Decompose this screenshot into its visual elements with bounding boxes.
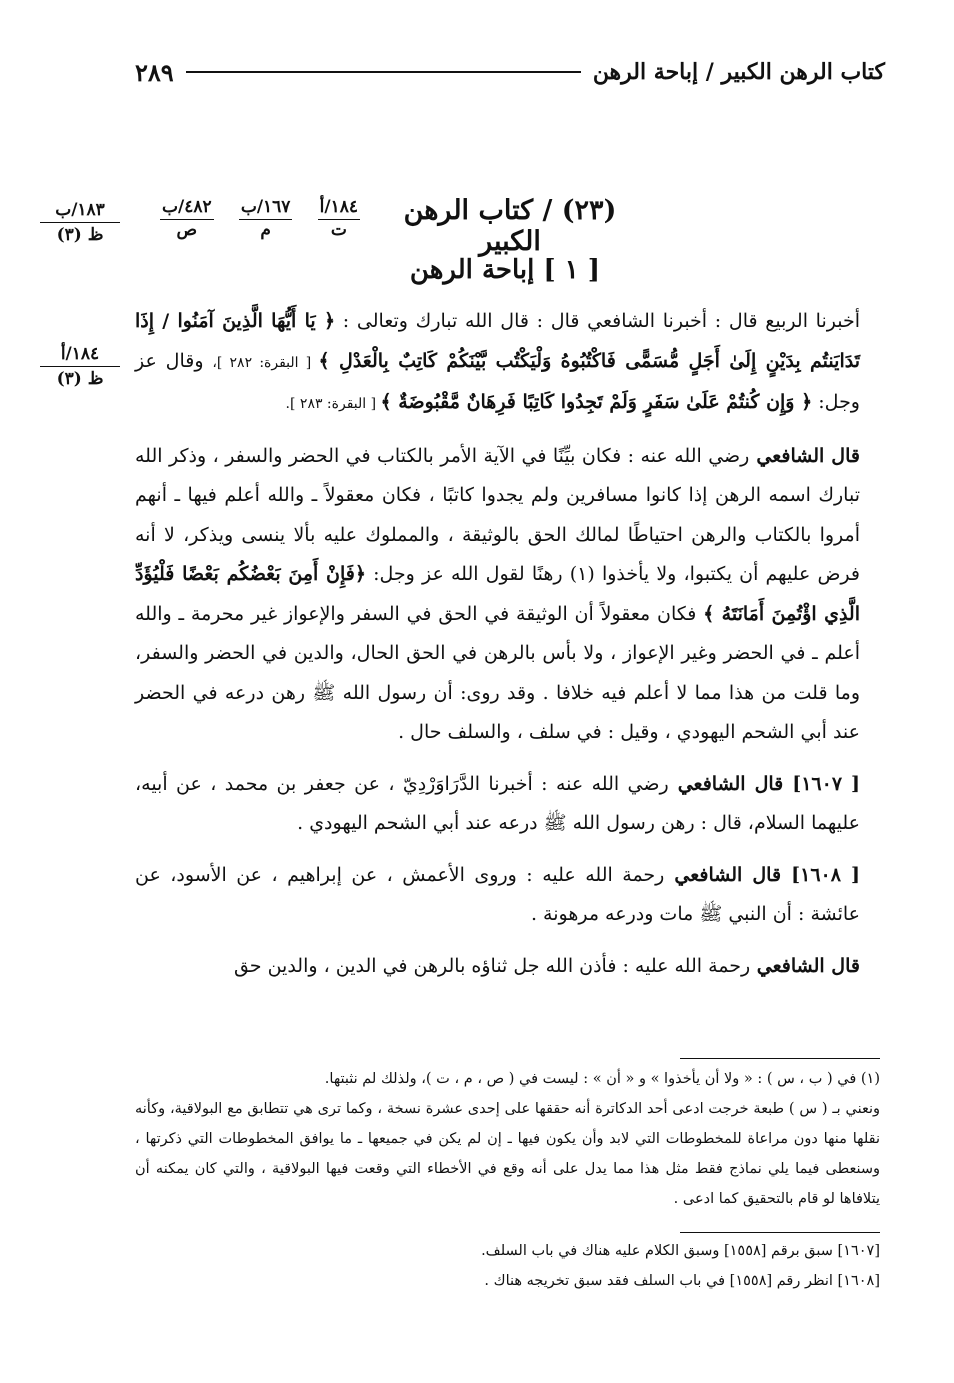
footnote-1: (١) في ( ب ، س ) : « ولا أن يأخذوا » و « أن » : ليست في ( ص ، م ، ت )، ولذلك لم نثبتها. bbox=[324, 1071, 880, 1087]
ref-m-folio: ١٦٧/ب bbox=[239, 197, 293, 220]
text-run: فكان معقولاً أن الوثيقة في الحق في السفر والإعواز غير محرمة ـ والله أعلم ـ في الحضر وغير الإعواز ، ولا بأس بالرهن في الحق الحال، والدين في الحضر والسفر، وما قلت من هذا مما لا أعلم فيه خلافا . وقد روى: أن رسول الله ﷺ رهن درعه في الحضر عند أبي الشحم اليهودي ، وقيل : في سلف ، والسلف حال . bbox=[135, 602, 860, 743]
ref-s bbox=[160, 197, 214, 240]
margin-note-siglum: ظ (٣) bbox=[56, 225, 104, 245]
text-run: رحمة الله عليه : وروى الأعمش ، عن إبراهيم ، عن الأسود، عن عائشة : أن النبي ﷺ مات ودرعه مرهونة . bbox=[135, 863, 860, 925]
ref-t-folio: ١٨٤/أ bbox=[318, 197, 360, 220]
footnote-1608: [١٦٠٨] انظر رقم [١٥٥٨] في باب السلف فقد سبق تخريجه هناك . bbox=[484, 1273, 880, 1289]
quran-verse: ﴿فَإِنْ أَمِنَ بَعْضُكُم بَعْضًا فَلْيُؤَدِّ الَّذِي اؤْتُمِنَ أَمَانَتَهُ ﴾ bbox=[135, 563, 861, 625]
book-title: (٢٣) / كتاب الرهن الكبير bbox=[403, 195, 617, 257]
paragraph-1 bbox=[135, 302, 860, 425]
text-run: أخبرنا الربيع قال : أخبرنا الشافعي قال : قال الله تبارك وتعالى : bbox=[335, 310, 860, 332]
text-run: رحمة الله عليه : فأذن الله جل ثناؤه بالرهن في الدين ، والدين حق bbox=[233, 954, 751, 977]
hadith-number: [ ١٦٠٨] قال الشافعي bbox=[664, 863, 861, 886]
paragraph-5 bbox=[135, 947, 860, 987]
footnote-rule bbox=[680, 1058, 880, 1059]
hadith-number: [ ١٦٠٧] قال الشافعي bbox=[668, 772, 861, 795]
margin-note-siglum: ظ (٣) bbox=[56, 369, 104, 389]
section-title: [ ١ ] إباحة الرهن bbox=[409, 255, 601, 285]
paragraph-1607 bbox=[135, 765, 860, 844]
ref-t-siglum: ت bbox=[330, 220, 347, 240]
main-text bbox=[135, 302, 860, 998]
ref-s-siglum: ص bbox=[176, 220, 198, 240]
header-rule bbox=[186, 71, 581, 73]
quran-verse: ﴿ وَإِن كُنتُمْ عَلَىٰ سَفَرٍ وَلَمْ تَجِدُوا كَاتِبًا فَرِهَانٌ مَّقْبُوضَةٌ ﴾ bbox=[380, 391, 813, 413]
ref-s-folio: ٤٨٢/ب bbox=[160, 197, 214, 220]
paragraph-1608 bbox=[135, 856, 860, 935]
page-number: ٢٨٩ bbox=[135, 57, 174, 87]
hadith-footnotes bbox=[135, 1236, 880, 1296]
margin-note-folio: ١٨٣/ب bbox=[40, 200, 120, 223]
ref-m bbox=[239, 197, 293, 240]
manuscript-refs bbox=[160, 197, 360, 240]
footnotes bbox=[135, 1064, 880, 1214]
margin-note-folio: ١٨٤/أ bbox=[40, 344, 120, 367]
text-run: رضي الله عنه : أخبرنا الدَّرَاوَرْدِيّ ، عن جعفر بن محمد ، عن أبيه، عليهما السلام، قال : رهن رسول الله ﷺ درعه عند أبي الشحم اليهودي . bbox=[135, 772, 860, 834]
verse-citation: [ البقرة: ٢٨٢ ]، bbox=[212, 354, 319, 371]
running-header bbox=[135, 52, 885, 92]
ref-m-siglum: م bbox=[260, 220, 271, 240]
text-run: وقال عز وجل: bbox=[135, 349, 860, 413]
footnote-rule-2 bbox=[680, 1232, 880, 1233]
footnote-1-continued: ونعني بـ ( س ) طبعة خرجت ادعى أحد الدكاترة أنه حققها على إحدى عشرة نسخة ، وكما ترى هي تتطابق مع البولاقية، وكأنه نقلها منها دون مراعاة للمخطوطات التي لابد وأن يكون فيها ـ إن لم يكن في جميعها ـ ما يوافق المخطوطات التي ذكرتها ، وسنعطى فيما يلي نماذج فقط مثل هذا مما يدل على أنه وقع في الأخطاء التي وقعت فيها البولاقية ، والتي كان يمكنه أن يتلافاها لو قام بالتحقيق كما ادعى . bbox=[135, 1101, 880, 1207]
speaker-lead: قال الشافعي bbox=[750, 954, 860, 977]
footnote-1607: [١٦٠٧] سبق برقم [١٥٥٨] وسبق الكلام عليه هناك في باب السلف. bbox=[481, 1243, 880, 1259]
quran-verse: ﴿ يَا أَيُّهَا الَّذِينَ آمَنُوا / إِذَا تَدَايَنتُم بِدَيْنٍ إِلَىٰ أَجَلٍ مُّسَمًّى فَاكْتُبُوهُ وَلْيَكْتُب بَّيْنَكُمْ كَاتِبٌ بِالْعَدْلِ ﴾ bbox=[135, 310, 860, 372]
text-run: رضي الله عنه : فكان بيِّنًا في الآية الأمر بالكتاب في الحضر والسفر ، وذكر الله تبارك اسمه الرهن إذا كانوا مسافرين ولم يجدوا كاتبًا ، فكان معقولاً ـ والله أعلم فيها ـ أنهم أمروا بالكتاب والرهن احتياطًا لمالك الحق بالوثيقة ، والمملوك عليه بألا ينسى ويذكر، لا أنه فرض عليهم أن يكتبوا، ولا يأخذوا (١) رهنًا لقول الله عز وجل: bbox=[135, 444, 860, 585]
verse-citation: [ البقرة: ٢٨٣ ]. bbox=[285, 396, 381, 412]
ref-t bbox=[318, 197, 360, 240]
running-title: كتاب الرهن الكبير / إباحة الرهن bbox=[592, 59, 885, 85]
margin-note-2 bbox=[40, 344, 120, 389]
margin-note-1 bbox=[40, 200, 120, 245]
paragraph-2 bbox=[135, 437, 860, 753]
speaker-lead: قال الشافعي bbox=[749, 444, 860, 467]
